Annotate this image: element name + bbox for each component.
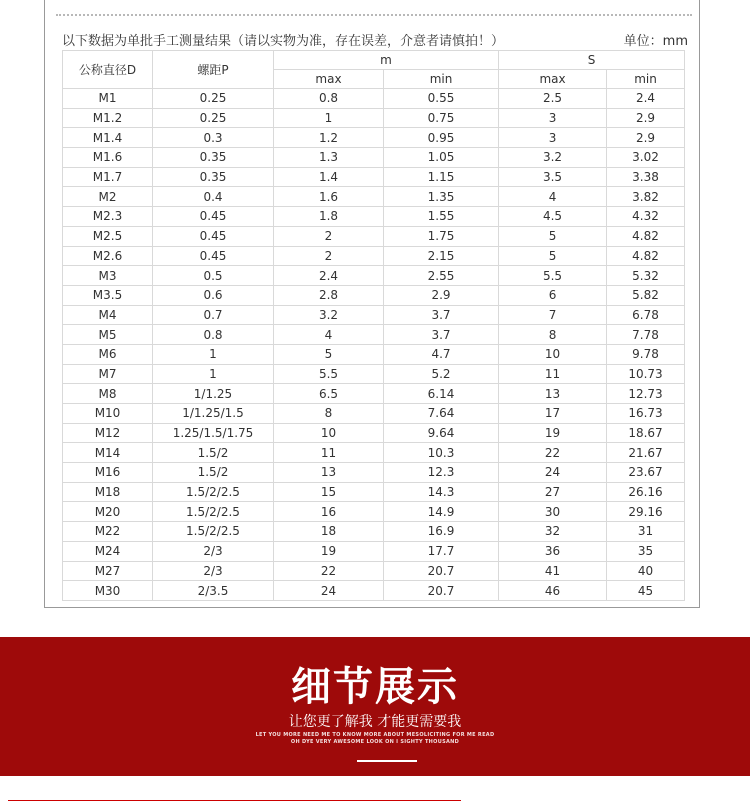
cell-pitch: 0.4 bbox=[153, 187, 274, 207]
cell-s-max: 36 bbox=[499, 541, 607, 561]
cell-m-min: 20.7 bbox=[384, 581, 499, 601]
cell-pitch: 0.45 bbox=[153, 207, 274, 227]
cell-m-max: 19 bbox=[274, 541, 384, 561]
cell-s-min: 3.82 bbox=[607, 187, 685, 207]
cell-s-max: 8 bbox=[499, 325, 607, 345]
cell-pitch: 0.25 bbox=[153, 89, 274, 109]
cell-m-min: 14.9 bbox=[384, 502, 499, 522]
cell-m-max: 5.5 bbox=[274, 364, 384, 384]
cell-s-min: 2.9 bbox=[607, 108, 685, 128]
cell-pitch: 0.25 bbox=[153, 108, 274, 128]
cell-pitch: 0.45 bbox=[153, 226, 274, 246]
table-row bbox=[63, 502, 685, 522]
header-pitch: 螺距P bbox=[153, 51, 274, 89]
cell-s-max: 30 bbox=[499, 502, 607, 522]
cell-s-min: 16.73 bbox=[607, 404, 685, 424]
header-m-max: max bbox=[274, 70, 384, 89]
cell-m-min: 3.7 bbox=[384, 325, 499, 345]
cell-s-max: 27 bbox=[499, 482, 607, 502]
cell-pitch: 0.35 bbox=[153, 167, 274, 187]
table-row bbox=[63, 463, 685, 483]
cell-s-min: 3.38 bbox=[607, 167, 685, 187]
cell-m-max: 24 bbox=[274, 581, 384, 601]
cell-pitch: 0.3 bbox=[153, 128, 274, 148]
cell-pitch: 0.5 bbox=[153, 266, 274, 286]
cell-m-max: 2 bbox=[274, 246, 384, 266]
banner-english-line-2: OH DYE VERY AWESOME LOOK ON I SIGHTY THOUSAND bbox=[290, 739, 460, 745]
cell-s-min: 40 bbox=[607, 561, 685, 581]
cell-m-max: 16 bbox=[274, 502, 384, 522]
cell-m-min: 0.55 bbox=[384, 89, 499, 109]
cell-m-min: 10.3 bbox=[384, 443, 499, 463]
table-row bbox=[63, 541, 685, 561]
header-s: S bbox=[499, 51, 685, 70]
table-row bbox=[63, 89, 685, 109]
banner-title: 细节展示 bbox=[291, 664, 459, 710]
table-row bbox=[63, 443, 685, 463]
cell-diameter: M10 bbox=[63, 404, 153, 424]
cell-m-min: 5.2 bbox=[384, 364, 499, 384]
cell-m-max: 1.4 bbox=[274, 167, 384, 187]
table-row bbox=[63, 108, 685, 128]
cell-m-max: 5 bbox=[274, 344, 384, 364]
cell-s-max: 4 bbox=[499, 187, 607, 207]
cell-s-max: 4.5 bbox=[499, 207, 607, 227]
cell-diameter: M1.4 bbox=[63, 128, 153, 148]
cell-s-min: 5.82 bbox=[607, 285, 685, 305]
unit-label: 单位：mm bbox=[623, 34, 688, 49]
cell-diameter: M3.5 bbox=[63, 285, 153, 305]
cell-pitch: 2/3.5 bbox=[153, 581, 274, 601]
cell-pitch: 1 bbox=[153, 344, 274, 364]
cell-s-max: 46 bbox=[499, 581, 607, 601]
cell-pitch: 0.35 bbox=[153, 148, 274, 168]
cell-m-max: 1.6 bbox=[274, 187, 384, 207]
header-m: m bbox=[274, 51, 499, 70]
table-row bbox=[63, 305, 685, 325]
cell-m-min: 6.14 bbox=[384, 384, 499, 404]
cell-s-max: 17 bbox=[499, 404, 607, 424]
cell-s-max: 22 bbox=[499, 443, 607, 463]
cell-s-max: 19 bbox=[499, 423, 607, 443]
cell-s-min: 2.9 bbox=[607, 128, 685, 148]
cell-m-max: 8 bbox=[274, 404, 384, 424]
header-diameter: 公称直径D bbox=[63, 51, 153, 89]
cell-m-min: 20.7 bbox=[384, 561, 499, 581]
cell-m-min: 1.15 bbox=[384, 167, 499, 187]
cell-s-max: 3 bbox=[499, 108, 607, 128]
banner-subtitle: 让您更了解我 才能更需要我 bbox=[288, 714, 462, 730]
cell-diameter: M24 bbox=[63, 541, 153, 561]
cell-diameter: M12 bbox=[63, 423, 153, 443]
cell-pitch: 1.5/2 bbox=[153, 463, 274, 483]
table-row bbox=[63, 266, 685, 286]
table-row bbox=[63, 404, 685, 424]
cell-pitch: 1/1.25 bbox=[153, 384, 274, 404]
dotted-divider bbox=[56, 14, 692, 16]
cell-diameter: M18 bbox=[63, 482, 153, 502]
cell-pitch: 0.8 bbox=[153, 325, 274, 345]
cell-s-max: 5 bbox=[499, 246, 607, 266]
cell-diameter: M27 bbox=[63, 561, 153, 581]
cell-diameter: M2.3 bbox=[63, 207, 153, 227]
detail-banner bbox=[0, 637, 750, 776]
cell-s-min: 6.78 bbox=[607, 305, 685, 325]
cell-s-min: 10.73 bbox=[607, 364, 685, 384]
cell-pitch: 1.5/2 bbox=[153, 443, 274, 463]
cell-diameter: M1 bbox=[63, 89, 153, 109]
cell-m-min: 16.9 bbox=[384, 522, 499, 542]
cell-s-min: 35 bbox=[607, 541, 685, 561]
header-m-min: min bbox=[384, 70, 499, 89]
cell-pitch: 0.7 bbox=[153, 305, 274, 325]
table-row bbox=[63, 482, 685, 502]
cell-pitch: 1.5/2/2.5 bbox=[153, 482, 274, 502]
cell-m-min: 7.64 bbox=[384, 404, 499, 424]
cell-m-min: 2.9 bbox=[384, 285, 499, 305]
cell-s-min: 2.4 bbox=[607, 89, 685, 109]
cell-s-min: 4.32 bbox=[607, 207, 685, 227]
cell-m-min: 2.55 bbox=[384, 266, 499, 286]
cell-m-min: 2.15 bbox=[384, 246, 499, 266]
cell-m-max: 13 bbox=[274, 463, 384, 483]
cell-pitch: 1 bbox=[153, 364, 274, 384]
cell-s-max: 6 bbox=[499, 285, 607, 305]
cell-m-max: 1 bbox=[274, 108, 384, 128]
table-row bbox=[63, 148, 685, 168]
cell-m-max: 1.2 bbox=[274, 128, 384, 148]
cell-diameter: M16 bbox=[63, 463, 153, 483]
cell-s-min: 9.78 bbox=[607, 344, 685, 364]
cell-m-min: 9.64 bbox=[384, 423, 499, 443]
cell-s-min: 26.16 bbox=[607, 482, 685, 502]
cell-m-min: 1.35 bbox=[384, 187, 499, 207]
cell-diameter: M5 bbox=[63, 325, 153, 345]
spec-table bbox=[62, 50, 685, 601]
cell-pitch: 1.5/2/2.5 bbox=[153, 502, 274, 522]
cell-diameter: M22 bbox=[63, 522, 153, 542]
cell-diameter: M1.2 bbox=[63, 108, 153, 128]
table-row bbox=[63, 561, 685, 581]
cell-s-min: 18.67 bbox=[607, 423, 685, 443]
cell-s-min: 3.02 bbox=[607, 148, 685, 168]
cell-diameter: M2.5 bbox=[63, 226, 153, 246]
cell-s-max: 2.5 bbox=[499, 89, 607, 109]
cell-m-max: 10 bbox=[274, 423, 384, 443]
cell-diameter: M2 bbox=[63, 187, 153, 207]
cell-m-max: 2.4 bbox=[274, 266, 384, 286]
table-row bbox=[63, 522, 685, 542]
cell-s-min: 21.67 bbox=[607, 443, 685, 463]
cell-pitch: 1.25/1.5/1.75 bbox=[153, 423, 274, 443]
cell-s-min: 45 bbox=[607, 581, 685, 601]
cell-m-max: 2.8 bbox=[274, 285, 384, 305]
cell-s-max: 11 bbox=[499, 364, 607, 384]
header-row bbox=[63, 51, 685, 70]
table-row bbox=[63, 423, 685, 443]
cell-s-max: 7 bbox=[499, 305, 607, 325]
cell-diameter: M1.7 bbox=[63, 167, 153, 187]
cell-pitch: 2/3 bbox=[153, 561, 274, 581]
cell-diameter: M2.6 bbox=[63, 246, 153, 266]
table-row bbox=[63, 285, 685, 305]
table-row bbox=[63, 364, 685, 384]
cell-s-max: 41 bbox=[499, 561, 607, 581]
cell-m-max: 3.2 bbox=[274, 305, 384, 325]
cell-s-min: 4.82 bbox=[607, 226, 685, 246]
cell-s-max: 3.2 bbox=[499, 148, 607, 168]
cell-m-max: 1.8 bbox=[274, 207, 384, 227]
table-row bbox=[63, 226, 685, 246]
cell-s-max: 24 bbox=[499, 463, 607, 483]
cell-s-min: 29.16 bbox=[607, 502, 685, 522]
cell-m-min: 0.95 bbox=[384, 128, 499, 148]
table-row bbox=[63, 128, 685, 148]
table-row bbox=[63, 384, 685, 404]
cell-m-min: 4.7 bbox=[384, 344, 499, 364]
table-row bbox=[63, 167, 685, 187]
cell-diameter: M14 bbox=[63, 443, 153, 463]
cell-m-max: 1.3 bbox=[274, 148, 384, 168]
cell-m-max: 4 bbox=[274, 325, 384, 345]
cell-s-min: 31 bbox=[607, 522, 685, 542]
cell-diameter: M8 bbox=[63, 384, 153, 404]
cell-diameter: M4 bbox=[63, 305, 153, 325]
cell-m-min: 1.05 bbox=[384, 148, 499, 168]
cell-s-max: 3 bbox=[499, 128, 607, 148]
cell-diameter: M20 bbox=[63, 502, 153, 522]
cell-s-min: 5.32 bbox=[607, 266, 685, 286]
table-row bbox=[63, 246, 685, 266]
cell-m-min: 3.7 bbox=[384, 305, 499, 325]
measurement-note: 以下数据为单批手工测量结果（请以实物为准，存在误差，介意者请慎拍！） bbox=[62, 34, 505, 49]
cell-m-min: 14.3 bbox=[384, 482, 499, 502]
cell-pitch: 0.45 bbox=[153, 246, 274, 266]
table-row bbox=[63, 325, 685, 345]
cell-s-min: 4.82 bbox=[607, 246, 685, 266]
header-s-max: max bbox=[499, 70, 607, 89]
cell-s-max: 10 bbox=[499, 344, 607, 364]
cell-m-min: 12.3 bbox=[384, 463, 499, 483]
cell-m-min: 17.7 bbox=[384, 541, 499, 561]
cell-m-min: 1.75 bbox=[384, 226, 499, 246]
cell-diameter: M30 bbox=[63, 581, 153, 601]
cell-s-max: 3.5 bbox=[499, 167, 607, 187]
cell-diameter: M7 bbox=[63, 364, 153, 384]
banner-underline bbox=[357, 760, 417, 762]
cell-m-max: 2 bbox=[274, 226, 384, 246]
banner-english-line-1: LET YOU MORE NEED ME TO KNOW MORE ABOUT MESOLICITING FOR ME READ bbox=[255, 732, 495, 738]
cell-m-max: 11 bbox=[274, 443, 384, 463]
cell-s-max: 5.5 bbox=[499, 266, 607, 286]
cell-s-min: 7.78 bbox=[607, 325, 685, 345]
cell-m-max: 0.8 bbox=[274, 89, 384, 109]
cell-diameter: M6 bbox=[63, 344, 153, 364]
cell-m-max: 18 bbox=[274, 522, 384, 542]
cell-m-max: 6.5 bbox=[274, 384, 384, 404]
cell-m-min: 1.55 bbox=[384, 207, 499, 227]
cell-pitch: 1.5/2/2.5 bbox=[153, 522, 274, 542]
cell-m-max: 22 bbox=[274, 561, 384, 581]
cell-pitch: 1/1.25/1.5 bbox=[153, 404, 274, 424]
cell-s-min: 12.73 bbox=[607, 384, 685, 404]
cell-diameter: M3 bbox=[63, 266, 153, 286]
cell-pitch: 2/3 bbox=[153, 541, 274, 561]
cell-s-max: 13 bbox=[499, 384, 607, 404]
cell-m-min: 0.75 bbox=[384, 108, 499, 128]
cell-s-max: 32 bbox=[499, 522, 607, 542]
table-row bbox=[63, 344, 685, 364]
cell-diameter: M1.6 bbox=[63, 148, 153, 168]
table-row bbox=[63, 187, 685, 207]
cell-s-max: 5 bbox=[499, 226, 607, 246]
cell-s-min: 23.67 bbox=[607, 463, 685, 483]
cell-m-max: 15 bbox=[274, 482, 384, 502]
table-row bbox=[63, 581, 685, 601]
table-row bbox=[63, 207, 685, 227]
cell-pitch: 0.6 bbox=[153, 285, 274, 305]
header-s-min: min bbox=[607, 70, 685, 89]
